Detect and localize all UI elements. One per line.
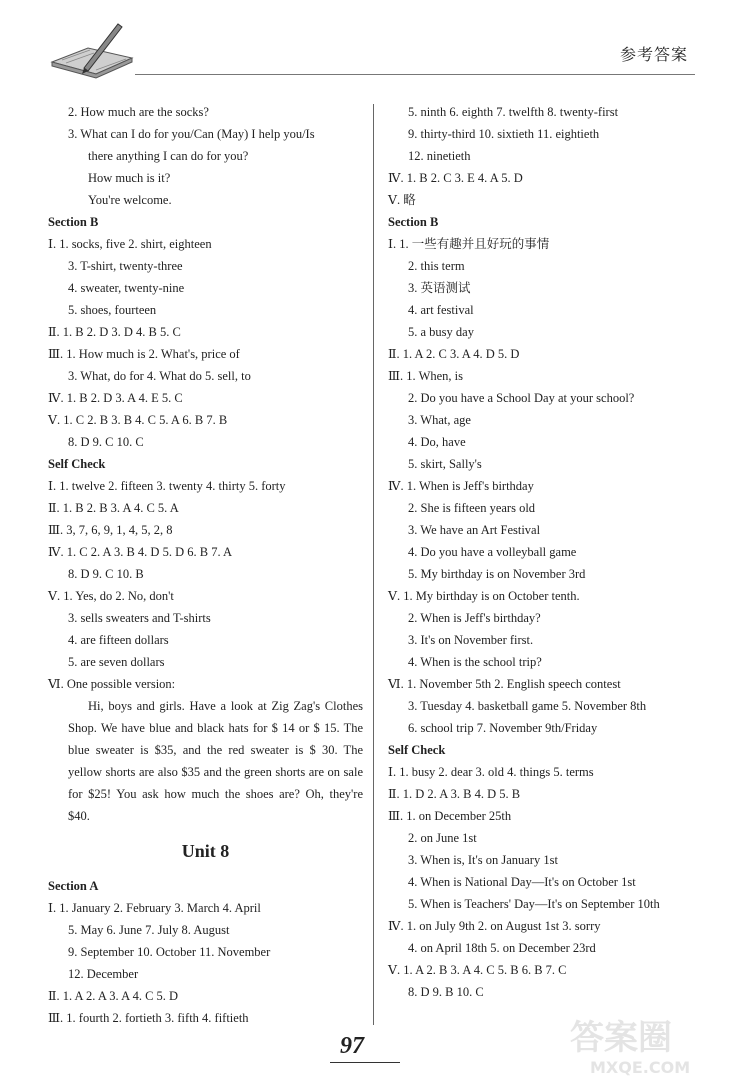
answer-line: 12. December: [68, 967, 139, 981]
right-column: [388, 101, 708, 1003]
page-number: 97: [340, 1033, 364, 1059]
answer-line: 5. skirt, Sally's: [408, 457, 482, 471]
section-heading: Section A: [48, 879, 99, 893]
answer-line: Ⅱ. 1. A 2. A 3. A 4. C 5. D: [48, 989, 179, 1003]
answer-line: 4. sweater, twenty-nine: [68, 281, 185, 295]
answer-line: Ⅱ. 1. D 2. A 3. B 4. D 5. B: [388, 787, 521, 801]
answer-line: 4. When is the school trip?: [408, 655, 542, 669]
column-divider: [373, 104, 374, 1025]
answer-line: 3. When is, It's on January 1st: [408, 853, 558, 867]
answer-line: 9. September 10. October 11. November: [68, 945, 271, 959]
answer-line: Ⅲ. 1. When, is: [388, 369, 464, 383]
section-heading: Section B: [388, 215, 439, 229]
answer-line: Ⅱ. 1. B 2. B 3. A 4. C 5. A: [48, 501, 179, 515]
left-column: [48, 101, 363, 1029]
answer-line: Ⅱ. 1. A 2. C 3. A 4. D 5. D: [388, 347, 520, 361]
answer-line: 5. My birthday is on November 3rd: [408, 567, 586, 581]
answer-line: 4. art festival: [408, 303, 474, 317]
answer-line: 2. She is fifteen years old: [408, 501, 536, 515]
answer-line: Ⅰ. 1. socks, five 2. shirt, eighteen: [48, 237, 212, 251]
answer-line: 8. D 9. C 10. B: [68, 567, 144, 581]
answer-line: Ⅲ. 1. on December 25th: [388, 809, 512, 823]
answer-line: Ⅱ. 1. B 2. D 3. D 4. B 5. C: [48, 325, 181, 339]
answer-line: 5. a busy day: [408, 325, 474, 339]
answer-line: Ⅰ. 1. January 2. February 3. March 4. April: [48, 901, 261, 915]
answer-line: Ⅲ. 3, 7, 6, 9, 1, 4, 5, 2, 8: [48, 523, 173, 537]
answer-line: 4. When is National Day—It's on October 1st: [408, 875, 636, 889]
sample-passage-text: Hi, boys and girls. Have a look at Zig Zag's Clothes Shop. We have blue and black hats for $ 14 or $ 15. The blue sweater is $35, and the red sweater is $ 30. The yellow shorts are also $35 and the green shorts are on sale for $25! You ask how much the shoes are? Oh, they're $40.: [68, 699, 363, 823]
answer-line: 4. on April 18th 5. on December 23rd: [408, 941, 596, 955]
answer-line: 3. What can I do for you/Can (May) I help you/Is: [68, 127, 315, 141]
page-number-underline: [330, 1062, 400, 1063]
answer-line: Ⅳ. 1. When is Jeff's birthday: [388, 479, 534, 493]
left-answer-list: [48, 101, 363, 695]
answer-line: 2. When is Jeff's birthday?: [408, 611, 541, 625]
answer-line: 2. on June 1st: [408, 831, 477, 845]
answer-line: 8. D 9. B 10. C: [408, 985, 484, 999]
answer-line: Ⅲ. 1. How much is 2. What's, price of: [48, 347, 240, 361]
section-heading: Self Check: [48, 457, 106, 471]
answer-line: Ⅰ. 1. twelve 2. fifteen 3. twenty 4. thirty 5. forty: [48, 479, 286, 493]
section-heading: Self Check: [388, 743, 446, 757]
answer-line: 3. What, do for 4. What do 5. sell, to: [68, 369, 251, 383]
answer-line: 6. school trip 7. November 9th/Friday: [408, 721, 598, 735]
answer-line: 2. this term: [408, 259, 465, 273]
left-answer-list-2: [48, 875, 363, 1029]
answer-line: 3. We have an Art Festival: [408, 523, 541, 537]
answer-line: Ⅰ. 1. 一些有趣并且好玩的事情: [388, 237, 550, 251]
answer-line: You're welcome.: [88, 193, 172, 207]
section-heading: Section B: [48, 215, 99, 229]
answer-line: 3. sells sweaters and T-shirts: [68, 611, 211, 625]
answer-line: 4. Do you have a volleyball game: [408, 545, 577, 559]
answer-line: 3. It's on November first.: [408, 633, 534, 647]
watermark-url: MXQE.COM: [590, 1058, 691, 1077]
answer-line: 5. are seven dollars: [68, 655, 165, 669]
answer-line: Ⅳ. 1. on July 9th 2. on August 1st 3. sorry: [388, 919, 601, 933]
answer-line: 5. May 6. June 7. July 8. August: [68, 923, 230, 937]
answer-line: Ⅴ. 1. A 2. B 3. A 4. C 5. B 6. B 7. C: [388, 963, 567, 977]
answer-line: Ⅵ. One possible version:: [48, 677, 176, 691]
right-answer-list: [388, 101, 708, 1003]
answer-line: How much is it?: [88, 171, 171, 185]
answer-line: Ⅵ. 1. November 5th 2. English speech contest: [388, 677, 621, 691]
book-pencil-icon: [48, 18, 136, 82]
unit-title: Unit 8: [181, 841, 230, 861]
answer-line: Ⅴ. 1. Yes, do 2. No, don't: [48, 589, 174, 603]
answer-line: Ⅰ. 1. busy 2. dear 3. old 4. things 5. terms: [388, 765, 594, 779]
watermark-logo: 答案圈: [570, 1018, 672, 1058]
answer-line: 3. T-shirt, twenty-three: [68, 259, 183, 273]
answer-line: 4. are fifteen dollars: [68, 633, 169, 647]
answer-line: 2. How much are the socks?: [68, 105, 209, 119]
answer-line: 2. Do you have a School Day at your school?: [408, 391, 635, 405]
answer-line: 5. shoes, fourteen: [68, 303, 157, 317]
answer-line: 3. 英语测试: [408, 281, 471, 295]
answer-line: 8. D 9. C 10. C: [68, 435, 144, 449]
answer-line: 5. ninth 6. eighth 7. twelfth 8. twenty-first: [408, 105, 619, 119]
sample-passage: [48, 695, 363, 827]
answer-line: Ⅲ. 1. fourth 2. fortieth 3. fifth 4. fiftieth: [48, 1011, 249, 1025]
answer-line: Ⅴ. 1. C 2. B 3. B 4. C 5. A 6. B 7. B: [48, 413, 228, 427]
answer-line: Ⅳ. 1. C 2. A 3. B 4. D 5. D 6. B 7. A: [48, 545, 233, 559]
answer-line: Ⅴ. 略: [388, 193, 416, 207]
answer-line: Ⅳ. 1. B 2. C 3. E 4. A 5. D: [388, 171, 523, 185]
answer-line: 3. What, age: [408, 413, 471, 427]
header-title: 参考答案: [620, 45, 689, 64]
answer-line: there anything I can do for you?: [88, 149, 249, 163]
answer-line: 5. When is Teachers' Day—It's on September 10th: [408, 897, 660, 911]
answer-line: Ⅳ. 1. B 2. D 3. A 4. E 5. C: [48, 391, 183, 405]
answer-line: Ⅴ. 1. My birthday is on October tenth.: [388, 589, 580, 603]
answer-line: 3. Tuesday 4. basketball game 5. November 8th: [408, 699, 647, 713]
answer-line: 4. Do, have: [408, 435, 466, 449]
header-rule: [135, 74, 695, 75]
answer-line: 9. thirty-third 10. sixtieth 11. eightieth: [408, 127, 600, 141]
answer-line: 12. ninetieth: [408, 149, 471, 163]
